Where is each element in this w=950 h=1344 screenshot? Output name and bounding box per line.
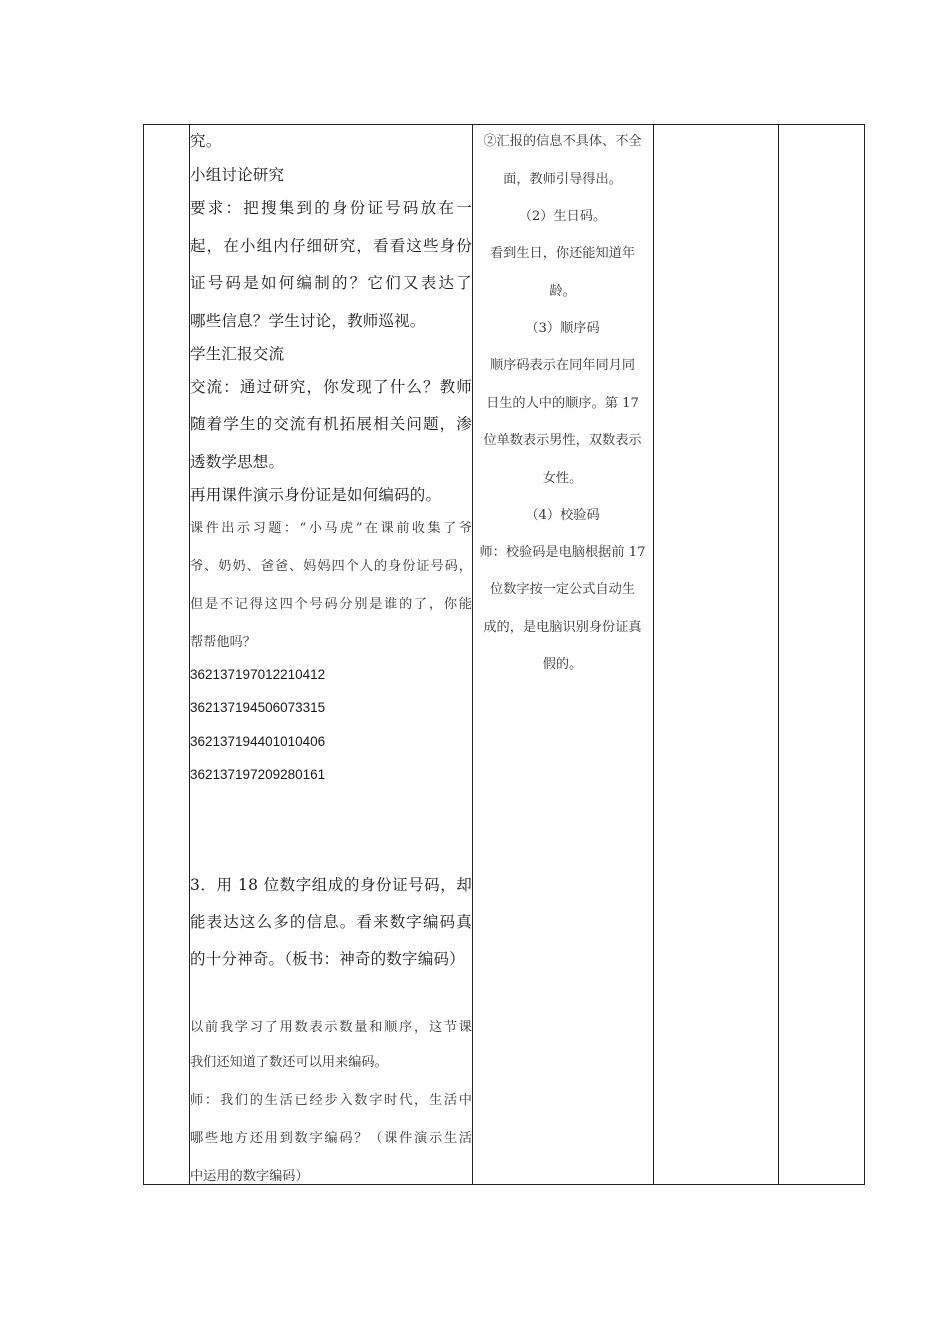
text-line: 我们还知道了数还可以用来编码。: [190, 1055, 388, 1070]
text-line: 面，教师引导得出。: [503, 172, 622, 187]
text-line: 顺序码表示在同年同月同: [489, 358, 636, 373]
text-line: （2）生日码。: [518, 209, 607, 224]
text-line: 龄。: [549, 284, 576, 299]
id-number: 362137197012210412: [190, 667, 326, 682]
text-line: 位单数表示男性，双数表示: [483, 433, 642, 448]
text-line: 看到生日，你还能知道年: [489, 246, 636, 261]
text-line: 中运用的数字编码）: [190, 1169, 309, 1184]
text-line: 的十分神奇。（板书：神奇的数字编码）: [190, 950, 465, 968]
id-number: 362137197209280161: [190, 767, 326, 782]
id-number: 362137194506073315: [190, 700, 326, 715]
text-line: 要求：把搜集到的身份证号码放在一: [190, 199, 472, 217]
text-line: 究。: [190, 132, 222, 150]
text-line: 帮帮他吗？: [190, 635, 256, 650]
text-line: 课件出示习题：“小马虎”在课前收集了爷: [190, 521, 472, 536]
column-divider: [653, 125, 654, 1184]
text-line: 爷、奶奶、爸爸、妈妈四个人的身份证号码，: [190, 559, 472, 574]
text-line: 哪些地方还用到数字编码？（课件演示生活: [190, 1131, 472, 1146]
text-line: 证号码是如何编制的？它们又表达了: [190, 274, 472, 292]
text-line: （4）校验码: [525, 508, 600, 523]
text-line: 师：我们的生活已经步入数字时代，生活中: [190, 1093, 472, 1108]
text-line: 3．用 18 位数字组成的身份证号码，却: [190, 876, 472, 894]
text-line: 哪些信息？学生讨论，教师巡视。: [190, 312, 426, 330]
text-line: 学生汇报交流: [190, 345, 285, 363]
text-line: 小组讨论研究: [190, 166, 285, 184]
id-number: 362137194401010406: [190, 734, 326, 749]
text-line: 起，在小组内仔细研究，看看这些身份: [190, 237, 472, 255]
text-line: 女性。: [542, 471, 583, 486]
text-line: 以前我学习了用数表示数量和顺序，这节课: [190, 1020, 472, 1035]
text-line: 交流：通过研究，你发现了什么？教师: [190, 378, 472, 396]
text-line: 透数学思想。: [190, 453, 285, 471]
text-line: 成的，是电脑识别身份证真: [483, 620, 642, 635]
text-line: 位数字按一定公式自动生: [489, 582, 636, 597]
column-divider: [778, 125, 779, 1184]
text-line: 随着学生的交流有机拓展相关问题，渗: [190, 415, 472, 433]
text-line: （3）顺序码: [525, 321, 600, 336]
text-line: 但是不记得这四个号码分别是谁的了，你能: [190, 597, 472, 612]
text-line: 能表达这么多的信息。看来数字编码真: [190, 913, 472, 931]
lesson-plan-table: [143, 124, 865, 1185]
text-line: 日生的人中的顺序。第 17: [486, 396, 639, 411]
text-line: 假的。: [542, 657, 583, 672]
text-line: 师：校验码是电脑根据前 17: [479, 545, 646, 560]
text-line: 再用课件演示身份证是如何编码的。: [190, 486, 442, 504]
text-line: ②汇报的信息不具体、不全: [483, 134, 642, 149]
